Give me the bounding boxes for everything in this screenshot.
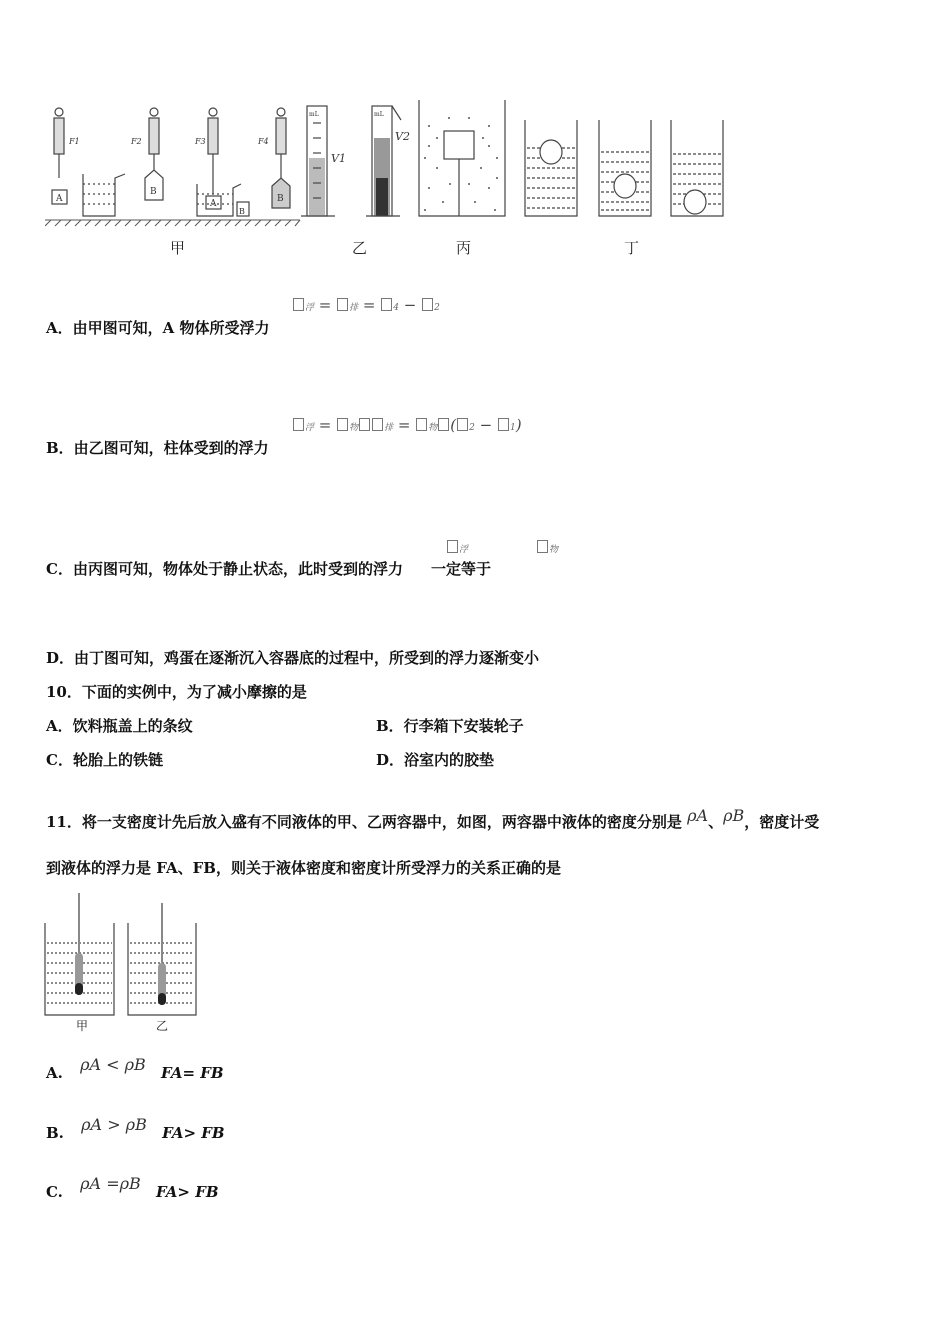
spring-scale-4 xyxy=(272,108,290,208)
formula-c-left: 浮 xyxy=(446,538,468,556)
q11-option-c[interactable] xyxy=(46,1174,219,1202)
cylinder-v2 xyxy=(366,106,401,216)
q11-option-c-force: FA> FB xyxy=(156,1183,219,1201)
q11-option-b-rel: ρA > ρB xyxy=(81,1115,147,1134)
spring-scale-1 xyxy=(52,108,67,204)
cylinder-label-v2: V2 xyxy=(395,130,410,143)
block-label-a1: A xyxy=(56,194,63,204)
q11-option-b[interactable] xyxy=(46,1115,225,1143)
q10-stem: 10．下面的实例中，为了减小摩擦的是 xyxy=(46,683,307,701)
spring-label-1: F1 xyxy=(69,137,80,146)
formula-b: 浮 = 物 排 = 物 ( 2 − 1) xyxy=(292,416,522,434)
q11-option-a-label: A. xyxy=(46,1064,63,1082)
q11-rho-a: ρA xyxy=(687,806,709,825)
q11-stem-end: ，密度计受 xyxy=(744,813,820,831)
spring-scale-3 xyxy=(197,108,249,216)
container-jia xyxy=(45,893,114,1015)
figure-label-bing: 丙 xyxy=(456,239,472,257)
q10-option-a[interactable]: A．饮料瓶盖上的条纹 xyxy=(46,717,193,735)
q11-option-b-force: FA> FB xyxy=(162,1124,225,1142)
block-label-a2: A xyxy=(210,199,217,209)
q11-rho-b: ρB xyxy=(723,806,745,825)
q11-option-a-force: FA= FB xyxy=(161,1064,224,1082)
q9-option-c[interactable] xyxy=(46,559,491,579)
q11-fig-label-yi: 乙 xyxy=(156,1019,169,1033)
figure-label-yi: 乙 xyxy=(352,239,368,257)
spring-label-2: F2 xyxy=(131,137,142,146)
q11-option-c-rel: ρA =ρB xyxy=(80,1174,141,1193)
ground-hatch xyxy=(45,220,300,226)
container-yi xyxy=(128,903,196,1015)
formula-c-right: 物 xyxy=(536,538,558,556)
beaker-ding-2 xyxy=(599,120,651,216)
q11-fig-label-jia: 甲 xyxy=(76,1019,89,1033)
q11-stem-text: 11．将一支密度计先后放入盛有不同液体的甲、乙两容器中，如图，两容器中液体的密度分别是 xyxy=(46,813,682,831)
q11-option-c-label: C. xyxy=(46,1183,63,1201)
q11-stem-sep: 、 xyxy=(708,813,724,831)
figure-q11 xyxy=(44,893,204,1033)
figure-label-jia: 甲 xyxy=(170,239,186,257)
cylinder-unit-2: mL xyxy=(374,111,384,118)
formula-a: 浮 = 排 = 4 − 2 xyxy=(292,296,440,314)
spring-label-4: F4 xyxy=(258,137,269,146)
q9-option-d[interactable]: D．由丁图可知，鸡蛋在逐渐沉入容器底的过程中，所受到的浮力逐渐变小 xyxy=(46,649,540,667)
overflow-beaker xyxy=(83,174,125,216)
cylinder-unit-1: mL xyxy=(309,111,319,118)
cylinder-v1 xyxy=(301,106,335,216)
q9-option-a[interactable]: A．由甲图可知，A 物体所受浮力 xyxy=(46,319,270,337)
beaker-ding-1 xyxy=(525,120,577,216)
q10-option-d[interactable]: D．浴室内的胶垫 xyxy=(376,751,495,769)
figure-label-ding: 丁 xyxy=(624,239,640,257)
q11-option-b-label: B. xyxy=(46,1124,64,1142)
q9-option-b[interactable]: B．由乙图可知，柱体受到的浮力 xyxy=(46,439,269,457)
q11-option-a-rel: ρA < ρB xyxy=(80,1055,146,1074)
q9-option-c-text1: C．由丙图可知，物体处于静止状态，此时受到的浮力 xyxy=(46,560,403,578)
q11-stem-line2: 到液体的浮力是 FA、FB，则关于液体密度和密度计所受浮力的关系正确的是 xyxy=(46,859,561,877)
q10-option-b[interactable]: B．行李箱下安装轮子 xyxy=(376,717,524,735)
beaker-ding-3 xyxy=(671,120,723,216)
tank-bing xyxy=(419,100,505,216)
q9-option-c-text2: 一定等于 xyxy=(430,560,491,578)
q11-stem-line1 xyxy=(46,806,819,832)
q10-option-c[interactable]: C．轮胎上的铁链 xyxy=(46,751,163,769)
spring-label-3: F3 xyxy=(195,137,206,146)
block-label-b3: B xyxy=(277,194,284,204)
figure-q9 xyxy=(45,98,745,248)
block-label-b2: B xyxy=(239,207,245,216)
q11-option-a[interactable] xyxy=(46,1055,224,1083)
cylinder-label-v1: V1 xyxy=(331,152,346,165)
block-label-b1: B xyxy=(150,187,157,197)
